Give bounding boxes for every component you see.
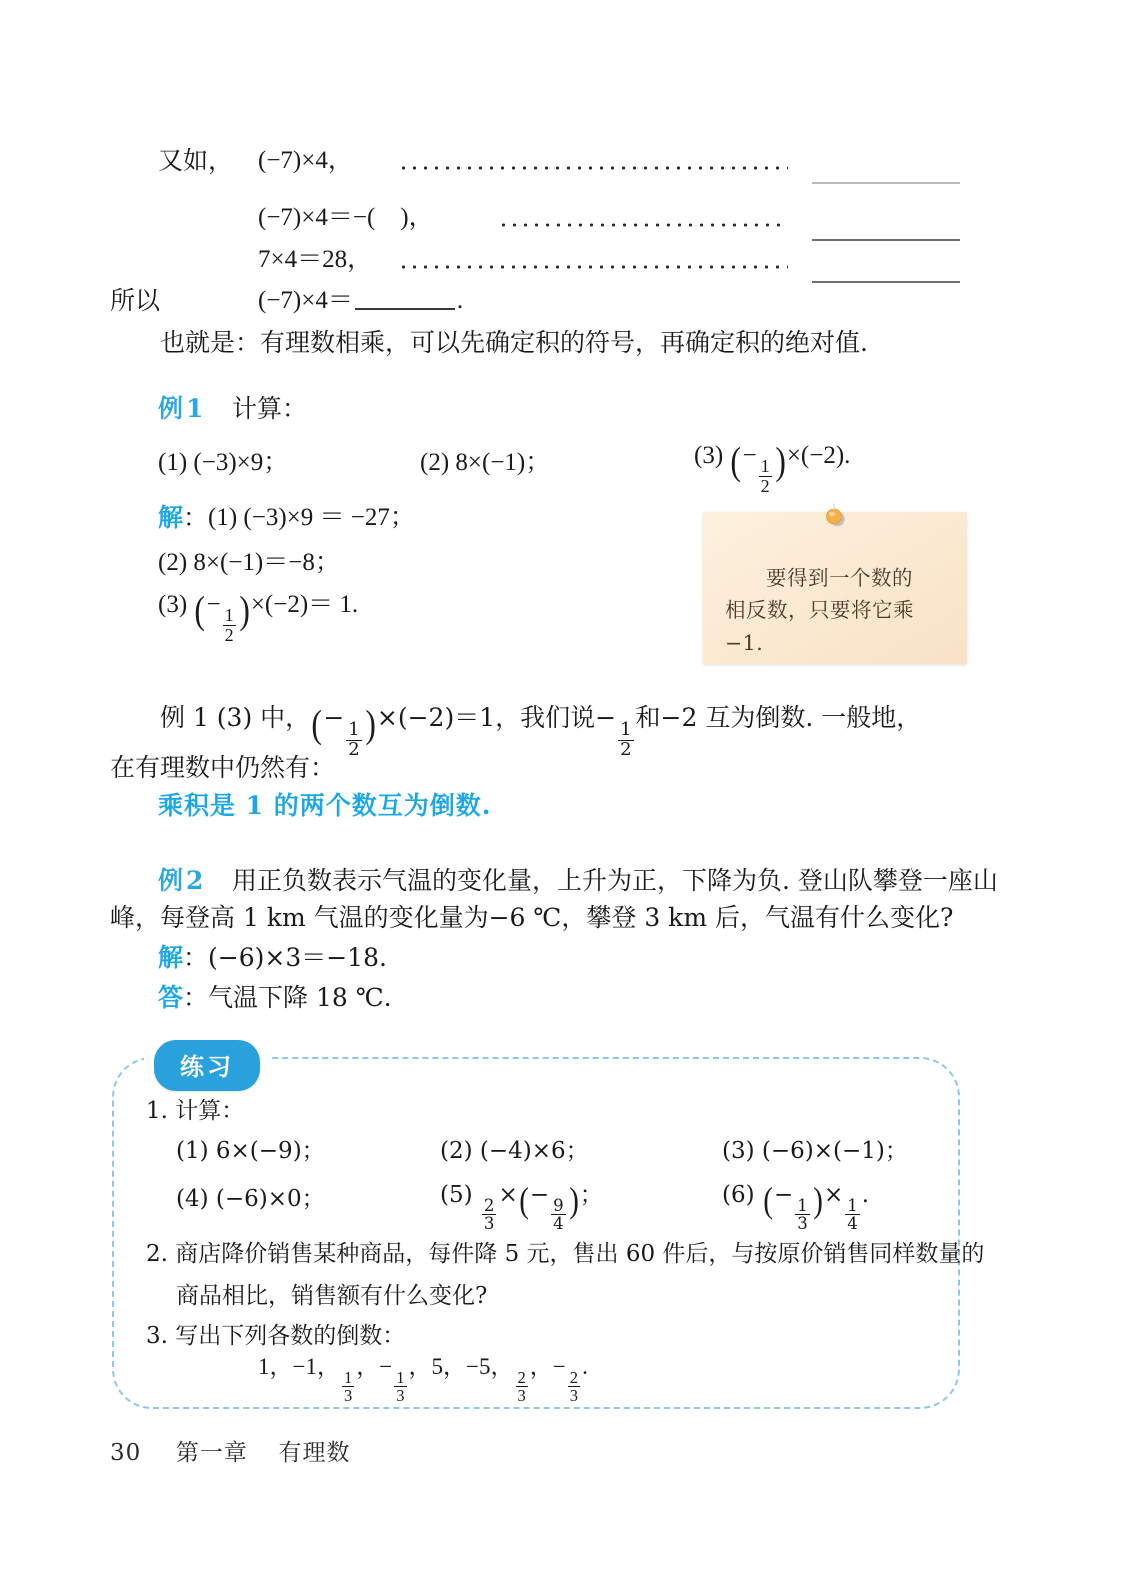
exercise-q2-line-2: 商品相比，销售额有什么变化? xyxy=(176,1283,488,1309)
answer-blank-1[interactable] xyxy=(812,182,960,184)
paren-open: ( xyxy=(763,1179,773,1220)
example2-line-2: 峰，每登高 1 km 气温的变化量为−6 ℃，攀登 3 km 后，气温有什么变化? xyxy=(110,903,954,932)
q1-item6-suffix: . xyxy=(861,1182,870,1208)
paren-close: ) xyxy=(813,1179,823,1220)
ex2-solution-label: 解 xyxy=(158,943,184,972)
ex2-solution-text: ：(−6)×3＝−18. xyxy=(183,943,387,972)
fraction-one-third: $\frac{1}{3}$ xyxy=(343,1367,353,1405)
solution-colon: ： xyxy=(183,503,209,532)
example1-solution-2 xyxy=(158,550,340,575)
exercise-q1-item-3 xyxy=(722,1140,908,1163)
dotted-leader-1 xyxy=(398,166,788,170)
q1-title: 计算： xyxy=(175,1098,245,1124)
item1-no: (1) xyxy=(158,449,188,476)
example1-solution-label xyxy=(158,505,208,530)
derivation-line3-expr: 7×4＝28， xyxy=(258,246,373,273)
derivation-conclusion-expr xyxy=(258,288,463,313)
paren-open: ( xyxy=(194,587,206,632)
paren-close: ) xyxy=(568,1179,579,1220)
conclusion-expr-suffix: . xyxy=(456,287,464,314)
reciprocal-line-2: 在有理数中仍然有： xyxy=(110,753,336,782)
fraction-half: $\frac{1}{2}$ xyxy=(348,719,360,761)
recip-a: 例 1 (3) 中， xyxy=(160,703,311,732)
item2-no: (2) xyxy=(420,449,450,476)
sol2-expr: 8×(−1)＝−8； xyxy=(193,549,340,576)
exercise-q3 xyxy=(146,1325,405,1348)
reciprocal-line-1: 例 1 (3) 中，(− $\frac{1}{2}$ )×(−2)＝1，我们说− $\frac{1}{2}$ 和−2 互为倒数. 一般地， xyxy=(160,701,922,761)
fraction-half: $\frac{1}{2}$ xyxy=(224,605,234,646)
definition-text: 乘积是 1 的两个数互为倒数. xyxy=(158,791,492,820)
example1-label-cn: 例 xyxy=(158,394,184,423)
q1-item3-no: (3) xyxy=(722,1138,755,1164)
chapter-title: 有理数 xyxy=(278,1440,351,1466)
item3-no: (3) xyxy=(694,442,724,469)
fraction-half-2: $\frac{1}{2}$ xyxy=(620,719,632,761)
derivation-conclusion-label: 所以 xyxy=(110,286,161,315)
q1-item1-no: (1) xyxy=(176,1138,209,1164)
dotted-leader-2 xyxy=(498,223,788,227)
exercise-q2-line-1 xyxy=(146,1243,984,1266)
ex2-answer-text: ：气温下降 18 ℃. xyxy=(183,983,392,1012)
sticky-note-callout xyxy=(703,512,967,664)
example2-label-num: 2 xyxy=(186,866,204,895)
item2-expr: 8×(−1)； xyxy=(455,449,551,476)
q1-item2-expr: (−4)×6； xyxy=(479,1138,589,1164)
page-number: 30 xyxy=(110,1440,142,1466)
q1-item3-expr: (−6)×(−1)； xyxy=(761,1138,908,1164)
example1-item-3: (3) (− $\frac{1}{2}$ )×(−2). xyxy=(694,438,851,497)
example1-solution-1 xyxy=(208,505,415,530)
example2-solution xyxy=(158,945,387,970)
answer-blank-2[interactable] xyxy=(812,239,960,241)
q3-mid-3: ，− xyxy=(529,1354,566,1379)
recip-c: 和−2 互为倒数. 一般地， xyxy=(635,703,922,732)
sol3-no: (3) xyxy=(158,591,188,618)
derivation-lead-label: 又如， xyxy=(158,146,234,175)
q1-item2-no: (2) xyxy=(440,1138,473,1164)
fraction-one-fourth: $\frac{1}{4}$ xyxy=(847,1195,858,1233)
paren-close: ) xyxy=(365,701,376,746)
q1-item5-suffix: ； xyxy=(579,1182,603,1208)
derivation-summary: 也就是：有理数相乘，可以先确定积的符号，再确定积的绝对值. xyxy=(160,328,868,357)
paren-close: ) xyxy=(774,438,786,483)
exercise-q1-item-5: (5) $\frac{2}{3}$ ×(− $\frac{9}{4}$ )； xyxy=(440,1179,603,1233)
example2-label xyxy=(158,868,203,893)
q1-no: 1. xyxy=(146,1098,168,1124)
fraction-half: $\frac{1}{2}$ xyxy=(760,456,770,497)
exercise-q1-item-4 xyxy=(176,1188,325,1211)
paren-open: ( xyxy=(311,701,323,746)
q2-text-1: 商店降价销售某种商品，每件降 5 元，售出 60 件后，与按原价销售同样数量的 xyxy=(175,1241,985,1267)
q1-item4-no: (4) xyxy=(176,1186,209,1212)
recip-b: ×(−2)＝1，我们说− xyxy=(376,703,617,732)
solution-label-text: 解 xyxy=(158,503,184,532)
dotted-leader-3 xyxy=(398,265,788,269)
q3-no: 3. xyxy=(146,1323,168,1349)
derivation-line1-expr: (−7)×4， xyxy=(258,147,353,174)
exercise-q1-item-1 xyxy=(176,1140,325,1163)
example1-item-1 xyxy=(158,450,288,475)
pushpin-icon xyxy=(822,503,848,529)
fraction-two-thirds: $\frac{2}{3}$ xyxy=(483,1195,495,1233)
fraction-two-thirds: $\frac{2}{3}$ xyxy=(517,1367,526,1405)
sol1-no: (1) xyxy=(208,504,238,531)
note-line-3: −1. xyxy=(725,630,764,655)
chapter-label: 第一章 xyxy=(175,1440,248,1466)
q2-no: 2. xyxy=(146,1241,168,1267)
sol1-expr: (−3)×9 ＝ −27； xyxy=(243,504,415,531)
q1-item5-mid: × xyxy=(498,1182,518,1208)
paren-open: ( xyxy=(730,438,742,483)
example2-label-cn: 例 xyxy=(158,866,184,895)
page-footer xyxy=(110,1434,351,1467)
q3-mid-1: ，− xyxy=(356,1354,393,1379)
example1-item-2 xyxy=(420,450,550,475)
q1-item6-mid: × xyxy=(823,1182,844,1208)
reciprocal-definition xyxy=(158,793,492,818)
answer-blank-inline[interactable] xyxy=(355,290,455,310)
derivation-line2-expr: (−7)×4＝−( )， xyxy=(258,204,434,231)
item1-expr: (−3)×9； xyxy=(193,449,289,476)
fraction-two-thirds-2: $\frac{2}{3}$ xyxy=(569,1367,579,1405)
fraction-nine-fourths: $\frac{9}{4}$ xyxy=(553,1195,564,1233)
fraction-one-third: $\frac{1}{3}$ xyxy=(797,1195,808,1233)
fraction-one-third-2: $\frac{1}{3}$ xyxy=(396,1367,405,1405)
q3-mid-2: ，5，−5， xyxy=(408,1354,514,1379)
exercise-q1 xyxy=(146,1100,244,1123)
sol2-no: (2) xyxy=(158,549,188,576)
item3-expr-suffix: ×(−2). xyxy=(786,442,851,469)
exercise-badge: 练习 xyxy=(154,1040,260,1091)
example2-line-1: 用正负数表示气温的变化量，上升为正，下降为负. 登山队攀登一座山 xyxy=(232,866,998,895)
example2-answer xyxy=(158,985,392,1010)
note-line-2: 相反数，只要将它乘 xyxy=(725,598,914,623)
example1-solution-3: (3) (− $\frac{1}{2}$ )×(−2)＝ 1. xyxy=(158,587,359,646)
q1-item1-expr: 6×(−9)； xyxy=(215,1138,325,1164)
conclusion-expr-prefix: (−7)×4＝ xyxy=(258,287,353,314)
ex2-answer-label: 答 xyxy=(158,983,184,1012)
q1-item4-expr: (−6)×0； xyxy=(215,1186,325,1212)
exercise-q1-item-2 xyxy=(440,1140,589,1163)
example1-label-num: 1 xyxy=(186,394,204,423)
q3-list-prefix: 1，−1， xyxy=(258,1354,340,1379)
exercise-q1-item-6: (6) (− $\frac{1}{3}$ )× $\frac{1}{4}$ . xyxy=(722,1179,870,1233)
q1-item6-no: (6) xyxy=(722,1182,755,1208)
answer-blank-3[interactable] xyxy=(812,281,960,283)
example1-label xyxy=(158,396,203,421)
q1-item5-no: (5) xyxy=(440,1182,473,1208)
paren-open: ( xyxy=(518,1179,529,1220)
q3-title: 写出下列各数的倒数： xyxy=(175,1323,406,1349)
sticky-note-text xyxy=(725,562,949,659)
sol3-expr-suffix: ×(−2)＝ 1. xyxy=(250,591,359,618)
note-line-1: 要得到一个数的 xyxy=(766,566,913,590)
example1-prompt: 计算： xyxy=(232,394,308,423)
q3-tail: . xyxy=(582,1354,588,1379)
exercise-q3-list xyxy=(258,1355,588,1404)
paren-close: ) xyxy=(238,587,250,632)
